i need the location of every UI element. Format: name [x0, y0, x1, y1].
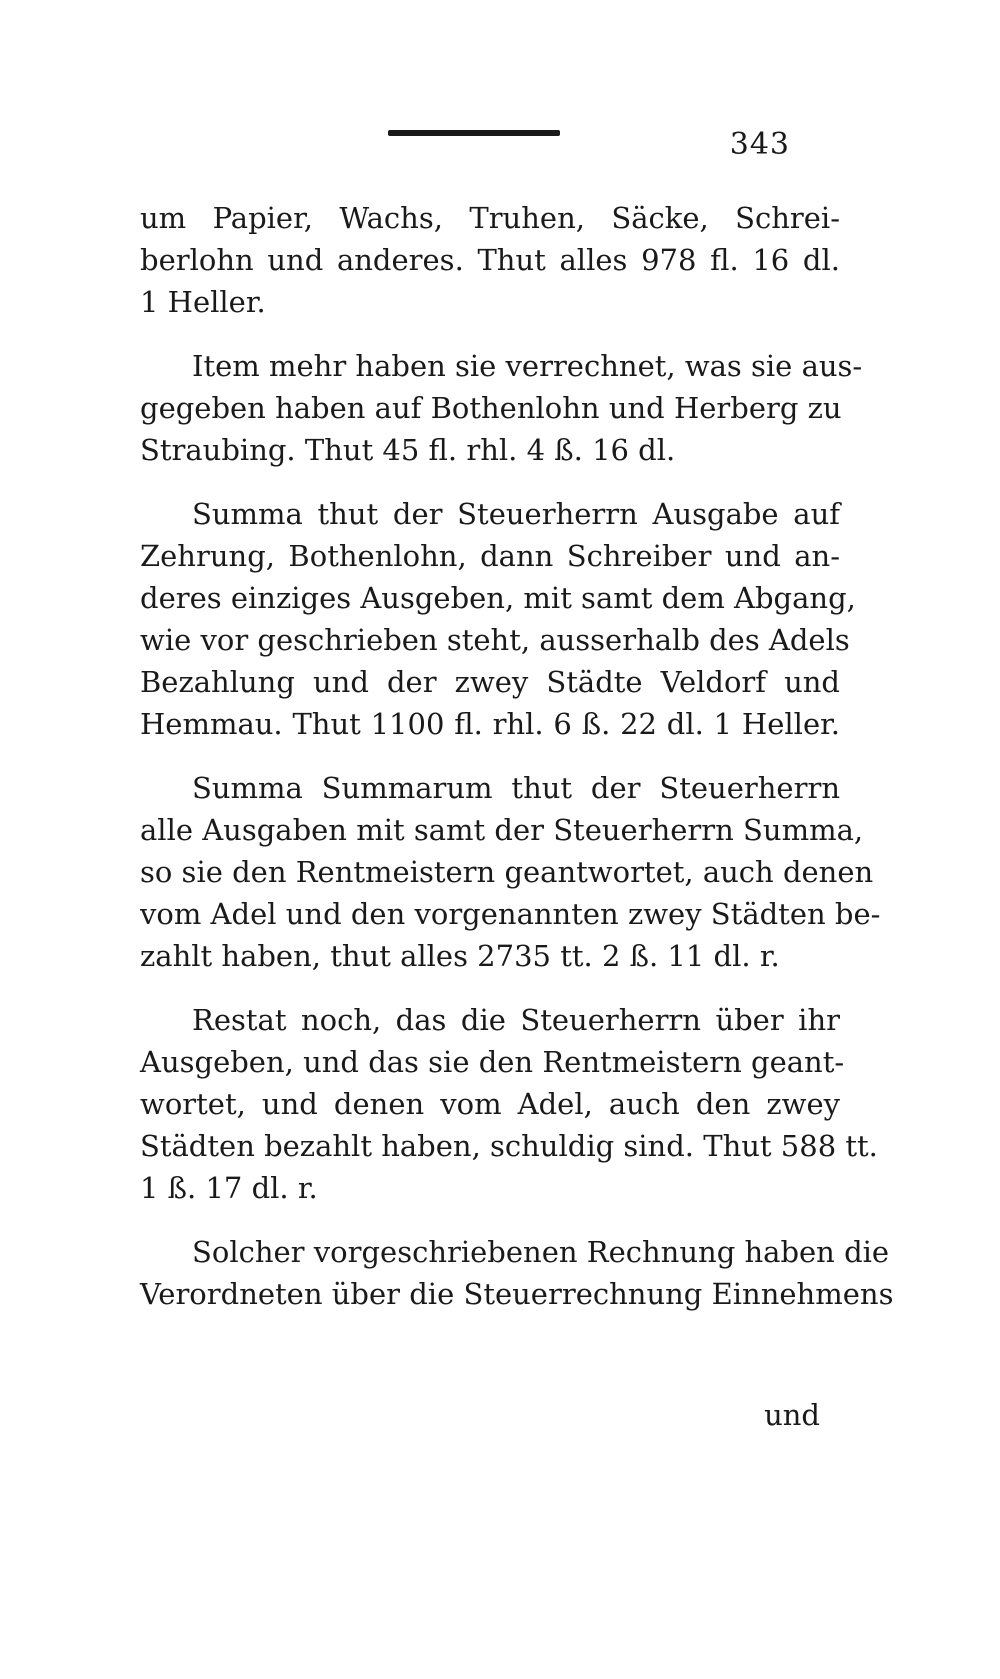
paragraph: [140, 346, 863, 472]
text-line: so sie den Rentmeistern geantwortet, auch denen: [140, 855, 874, 889]
text-line: wie vor geschrieben steht, ausserhalb des Adels: [140, 623, 850, 657]
text-line: Bezahlung und der zwey Städte Veldorf und: [140, 665, 840, 699]
paragraph: [140, 494, 856, 746]
text-line: um Papier, Wachs, Truhen, Säcke, Schrei-: [140, 201, 840, 235]
text-line: Summa Summarum thut der Steuerherrn: [192, 771, 840, 805]
catchword: und: [764, 1398, 820, 1432]
header-rule: [388, 130, 560, 136]
text-line: alle Ausgaben mit samt der Steuerherrn Summa,: [140, 813, 864, 847]
text-line: wortet, und denen vom Adel, auch den zwey: [140, 1087, 840, 1121]
paragraph: [140, 198, 840, 324]
text-line: gegeben haben auf Bothenlohn und Herberg zu: [140, 391, 842, 425]
text-line: Ausgeben, und das sie den Rentmeistern geant-: [140, 1045, 845, 1079]
text-line: deres einziges Ausgeben, mit samt dem Abgang,: [140, 581, 856, 615]
text-line: Item mehr haben sie verrechnet, was sie aus-: [192, 349, 863, 383]
text-line: Solcher vorgeschriebenen Rechnung haben die: [192, 1235, 890, 1269]
text-line: Restat noch, das die Steuerherrn über ihr: [192, 1003, 840, 1037]
body-text: [140, 198, 894, 1338]
text-line: Straubing. Thut 45 fl. rhl. 4 ß. 16 dl.: [140, 433, 676, 467]
text-line: Summa thut der Steuerherrn Ausgabe auf: [192, 497, 840, 531]
text-line: berlohn und anderes. Thut alles 978 fl. 16 dl.: [140, 243, 840, 277]
text-line: 1 ß. 17 dl. r.: [140, 1171, 318, 1205]
text-line: Zehrung, Bothenlohn, dann Schreiber und an-: [140, 539, 840, 573]
text-line: Städten bezahlt haben, schuldig sind. Thut 588 tt.: [140, 1129, 878, 1163]
paragraph: [140, 768, 881, 978]
text-line: Verordneten über die Steuerrechnung Einnehmens: [140, 1277, 894, 1311]
paragraph: [140, 1000, 878, 1210]
text-line: zahlt haben, thut alles 2735 tt. 2 ß. 11 dl. r.: [140, 939, 780, 973]
text-line: Hemmau. Thut 1100 fl. rhl. 6 ß. 22 dl. 1 Heller.: [140, 707, 840, 741]
text-line: vom Adel und den vorgenannten zwey Städten be-: [140, 897, 881, 931]
page-number: 343: [729, 127, 790, 162]
text-line: 1 Heller.: [140, 285, 266, 319]
paragraph: [140, 1232, 894, 1316]
